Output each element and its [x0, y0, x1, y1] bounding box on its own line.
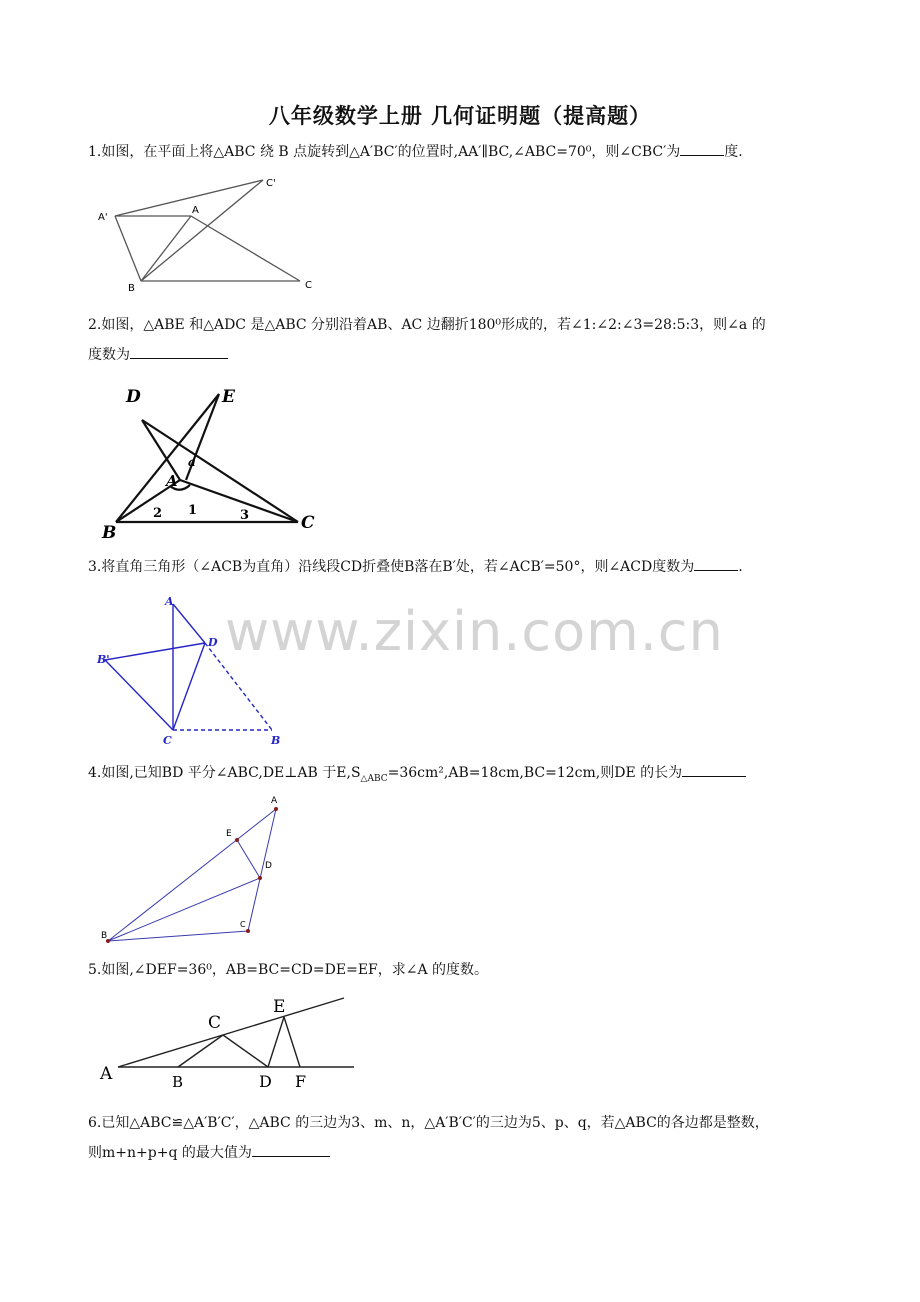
- question-6-line-2: 则m+n+p+q 的最大值为: [88, 1145, 252, 1161]
- figure-2: [98, 380, 328, 543]
- answer-blank-2[interactable]: [130, 344, 228, 359]
- question-4-rest: =36cm²,AB=18cm,BC=12cm,则DE 的长为: [387, 765, 683, 781]
- fig4-label-b: B: [101, 931, 108, 941]
- fig4-label-e: E: [226, 829, 232, 839]
- fig2-label-e: E: [222, 387, 235, 407]
- fig1-label-c1: C': [266, 178, 276, 189]
- fig1-label-a: A: [192, 205, 199, 216]
- answer-blank-6[interactable]: [252, 1142, 330, 1157]
- fig1-label-b: B: [128, 283, 135, 294]
- watermark: www.zixin.com.cn: [225, 600, 724, 663]
- question-2-line-1: 2.如图，△ABE 和△ADC 是△ABC 分别沿着AB、AC 边翻折180⁰形成的，若∠1:∠2:∠3=28:5:3，则∠a 的: [88, 317, 766, 333]
- question-2-line-2: 度数为: [88, 347, 130, 363]
- fig3-label-a: A: [165, 595, 174, 608]
- question-3-suffix: .: [738, 559, 743, 575]
- question-6: [88, 1108, 848, 1168]
- question-5: [88, 955, 848, 985]
- question-2: [88, 310, 848, 370]
- fig2-label-1: 1: [188, 503, 198, 518]
- answer-blank-1[interactable]: [680, 141, 724, 156]
- fig2-label-c: C: [301, 513, 315, 533]
- fig2-label-b: B: [102, 523, 117, 543]
- question-6-line-1: 6.已知△ABC≌△A′B′C′，△ABC 的三边为3、m、n，△A′B′C′的三边为5、p、q，若△ABC的各边都是整数，: [88, 1115, 769, 1131]
- question-3-text: 3.将直角三角形（∠ACB为直角）沿线段CD折叠使B落在B′处，若∠ACB′=50°，则∠ACD度数为: [88, 559, 695, 575]
- question-4: [88, 758, 848, 794]
- question-4-prefix: 4.如图,已知BD 平分∠ABC,DE⊥AB 于E,S: [88, 765, 361, 781]
- fig5-label-c: C: [208, 1013, 222, 1033]
- fig3-label-b: B: [271, 734, 281, 747]
- fig4-label-d: D: [265, 861, 272, 871]
- question-1: [88, 137, 848, 167]
- fig5-label-e: E: [273, 997, 286, 1017]
- figure-1: [95, 175, 335, 295]
- fig5-label-d: D: [259, 1072, 272, 1091]
- question-1-text: 1.如图，在平面上将△ABC 绕 B 点旋转到△A′BC′的位置时,AA′∥BC,∠ABC=70⁰，则∠CBC′为: [88, 144, 681, 160]
- fig1-label-c: C: [305, 280, 312, 291]
- fig4-label-c: C: [240, 920, 246, 929]
- fig2-label-alpha: a: [188, 455, 196, 469]
- fig3-label-b1: B': [97, 653, 110, 666]
- fig5-label-f: F: [295, 1072, 307, 1091]
- fig2-label-3: 3: [240, 508, 250, 523]
- fig2-label-d: D: [126, 387, 141, 407]
- fig4-label-a: A: [271, 796, 278, 806]
- question-4-subscript: △ABC: [360, 773, 388, 784]
- fig3-label-d: D: [208, 636, 218, 649]
- fig5-label-a: A: [100, 1064, 113, 1084]
- fig5-label-b: B: [172, 1073, 184, 1091]
- figure-4: [98, 794, 298, 949]
- figure-3: [95, 592, 295, 747]
- fig3-label-c: C: [163, 734, 172, 747]
- question-1-suffix: 度.: [724, 144, 743, 160]
- question-5-text: 5.如图,∠DEF=36⁰，AB=BC=CD=DE=EF，求∠A 的度数。: [88, 962, 489, 978]
- question-3: [88, 552, 848, 582]
- fig2-label-a: A: [166, 472, 178, 490]
- page-title: 八年级数学上册 几何证明题（提高题）: [268, 104, 652, 128]
- figure-5: [98, 990, 368, 1090]
- answer-blank-4[interactable]: [682, 762, 746, 777]
- fig2-label-2: 2: [153, 506, 163, 521]
- answer-blank-3[interactable]: [694, 556, 738, 571]
- fig1-label-a1: A': [98, 212, 108, 223]
